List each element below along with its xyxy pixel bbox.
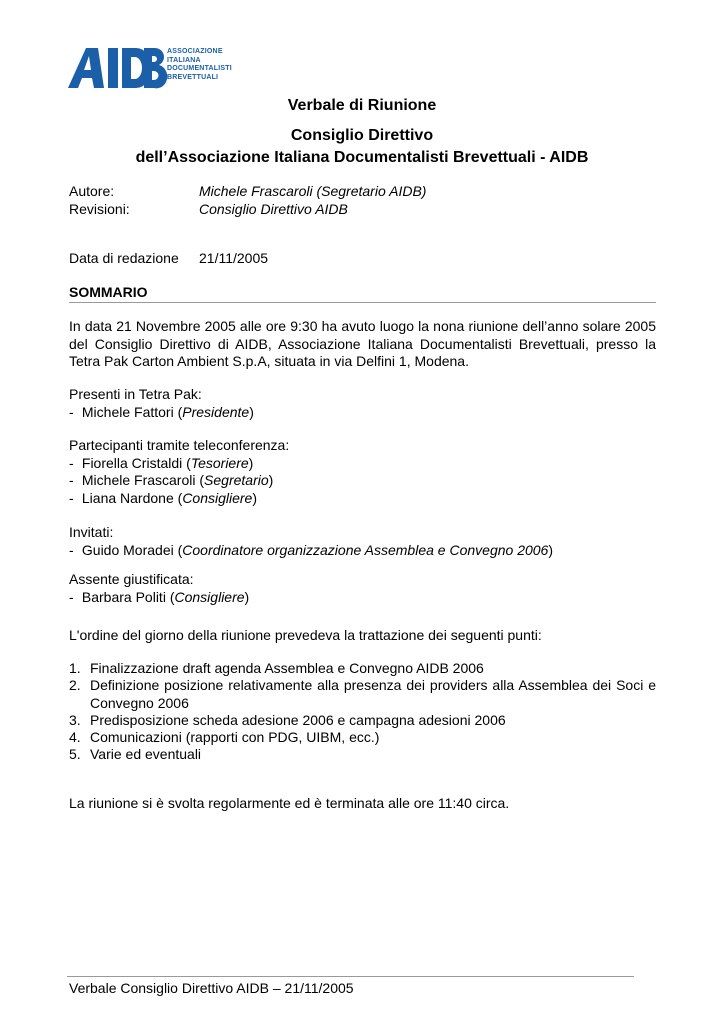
footer-divider bbox=[67, 976, 634, 977]
attendee-item: - Fiorella Cristaldi (Tesoriere) bbox=[69, 454, 254, 471]
logo-line: ASSOCIAZIONE bbox=[167, 48, 223, 55]
attendee-name: Guido Moradei bbox=[81, 541, 174, 558]
attendee-item: - Michele Fattori (Presidente) bbox=[69, 403, 254, 420]
agenda-item bbox=[69, 729, 656, 746]
author-label: Autore: bbox=[69, 183, 115, 199]
attendees-teleconference bbox=[69, 437, 656, 507]
attendee-role: Presidente bbox=[182, 403, 250, 420]
agenda-text: Predisposizione scheda adesione 2006 e campagna adesioni 2006 bbox=[90, 711, 506, 728]
group-heading: Presenti in Tetra Pak: bbox=[69, 386, 202, 402]
logo-line: BREVETTUALI bbox=[167, 73, 219, 81]
agenda-number: 3. bbox=[69, 711, 81, 728]
agenda-item bbox=[69, 677, 656, 712]
attendee-role: Coordinatore organizzazione Assemblea e Convegno 2006 bbox=[182, 541, 549, 558]
agenda-number: 1. bbox=[69, 660, 81, 676]
section-heading: SOMMARIO bbox=[69, 284, 656, 303]
logo-line: ITALIANA bbox=[167, 56, 201, 64]
attendee-role: Consigliere bbox=[182, 489, 253, 506]
agenda-text: Definizione posizione relativamente alla presenza dei providers alla Assemblea dei Soci e Convegno 2006 bbox=[90, 677, 656, 711]
revisions-value: Consiglio Direttivo AIDB bbox=[199, 201, 348, 217]
group-heading: Assente giustificata: bbox=[69, 571, 194, 587]
agenda-item bbox=[69, 660, 656, 677]
page-footer: Verbale Consiglio Direttivo AIDB – 21/11/2005 bbox=[69, 980, 354, 996]
attendee-name: Liana Nardone bbox=[81, 489, 174, 506]
attendee-name: Michele Frascaroli bbox=[81, 472, 196, 488]
group-heading: Invitati: bbox=[69, 524, 114, 540]
document-subtitle: Consiglio Direttivo bbox=[290, 127, 434, 144]
attendee-role: Segretario bbox=[204, 472, 269, 488]
document-subtitle-org: dell’Associazione Italiana Documentalisti Brevettuali - AIDB bbox=[135, 149, 589, 166]
logo-text bbox=[167, 48, 232, 82]
attendee-name: Fiorella Cristaldi bbox=[81, 454, 183, 471]
date-value: 21/11/2005 bbox=[199, 250, 269, 266]
agenda-text: Comunicazioni (rapporti con PDG, UIBM, ecc.) bbox=[90, 729, 380, 746]
agenda-number: 2. bbox=[69, 677, 81, 694]
aidb-logo bbox=[68, 44, 238, 92]
attendee-role: Tesoriere bbox=[190, 454, 249, 471]
document-title: Verbale di Riunione bbox=[287, 97, 437, 114]
agenda-text: Varie ed eventuali bbox=[90, 746, 202, 763]
summary-paragraph: In data 21 Novembre 2005 alle ore 9:30 ha avuto luogo la nona riunione dell’anno solare 2005 del Consiglio Direttivo di AIDB, Associazione Italiana Documentalisti Brevettuali, presso la Tetra Pak Carton Ambient S.p.A, situata in via Delfini 1, Modena. bbox=[69, 318, 656, 369]
author-value: Michele Frascaroli (Segretario AIDB) bbox=[199, 183, 427, 199]
attendee-item: - Michele Frascaroli (Segretario) bbox=[69, 472, 274, 488]
agenda-item bbox=[69, 712, 656, 729]
attendee-name: Barbara Politi bbox=[81, 588, 166, 605]
attendee-name: Michele Fattori bbox=[81, 403, 174, 420]
attendee-item: - Barbara Politi (Consigliere) bbox=[69, 588, 250, 605]
agenda-intro: L'ordine del giorno della riunione prevedeva la trattazione dei seguenti punti: bbox=[69, 627, 542, 643]
logo-line: DOCUMENTALISTI bbox=[167, 65, 232, 72]
agenda-item bbox=[69, 746, 656, 763]
attendees-absent bbox=[69, 571, 656, 606]
agenda-number: 4. bbox=[69, 729, 81, 746]
group-heading: Partecipanti tramite teleconferenza: bbox=[69, 437, 290, 453]
attendee-item: - Guido Moradei (Coordinatore organizzazione Assemblea e Convegno 2006) bbox=[69, 541, 554, 558]
attendee-item: - Liana Nardone (Consigliere) bbox=[69, 489, 258, 506]
attendee-role: Consigliere bbox=[174, 588, 245, 605]
aidb-logo-mark bbox=[68, 44, 168, 92]
attendees-present bbox=[69, 386, 656, 421]
attendees-invited bbox=[69, 524, 656, 559]
agenda-number: 5. bbox=[69, 746, 81, 763]
date-label: Data di redazione bbox=[69, 250, 179, 266]
closing-paragraph: La riunione si è svolta regolarmente ed è terminata alle ore 11:40 circa. bbox=[69, 795, 510, 811]
revisions-label: Revisioni: bbox=[69, 201, 130, 217]
agenda-list bbox=[69, 660, 656, 764]
agenda-text: Finalizzazione draft agenda Assemblea e Convegno AIDB 2006 bbox=[90, 660, 484, 676]
